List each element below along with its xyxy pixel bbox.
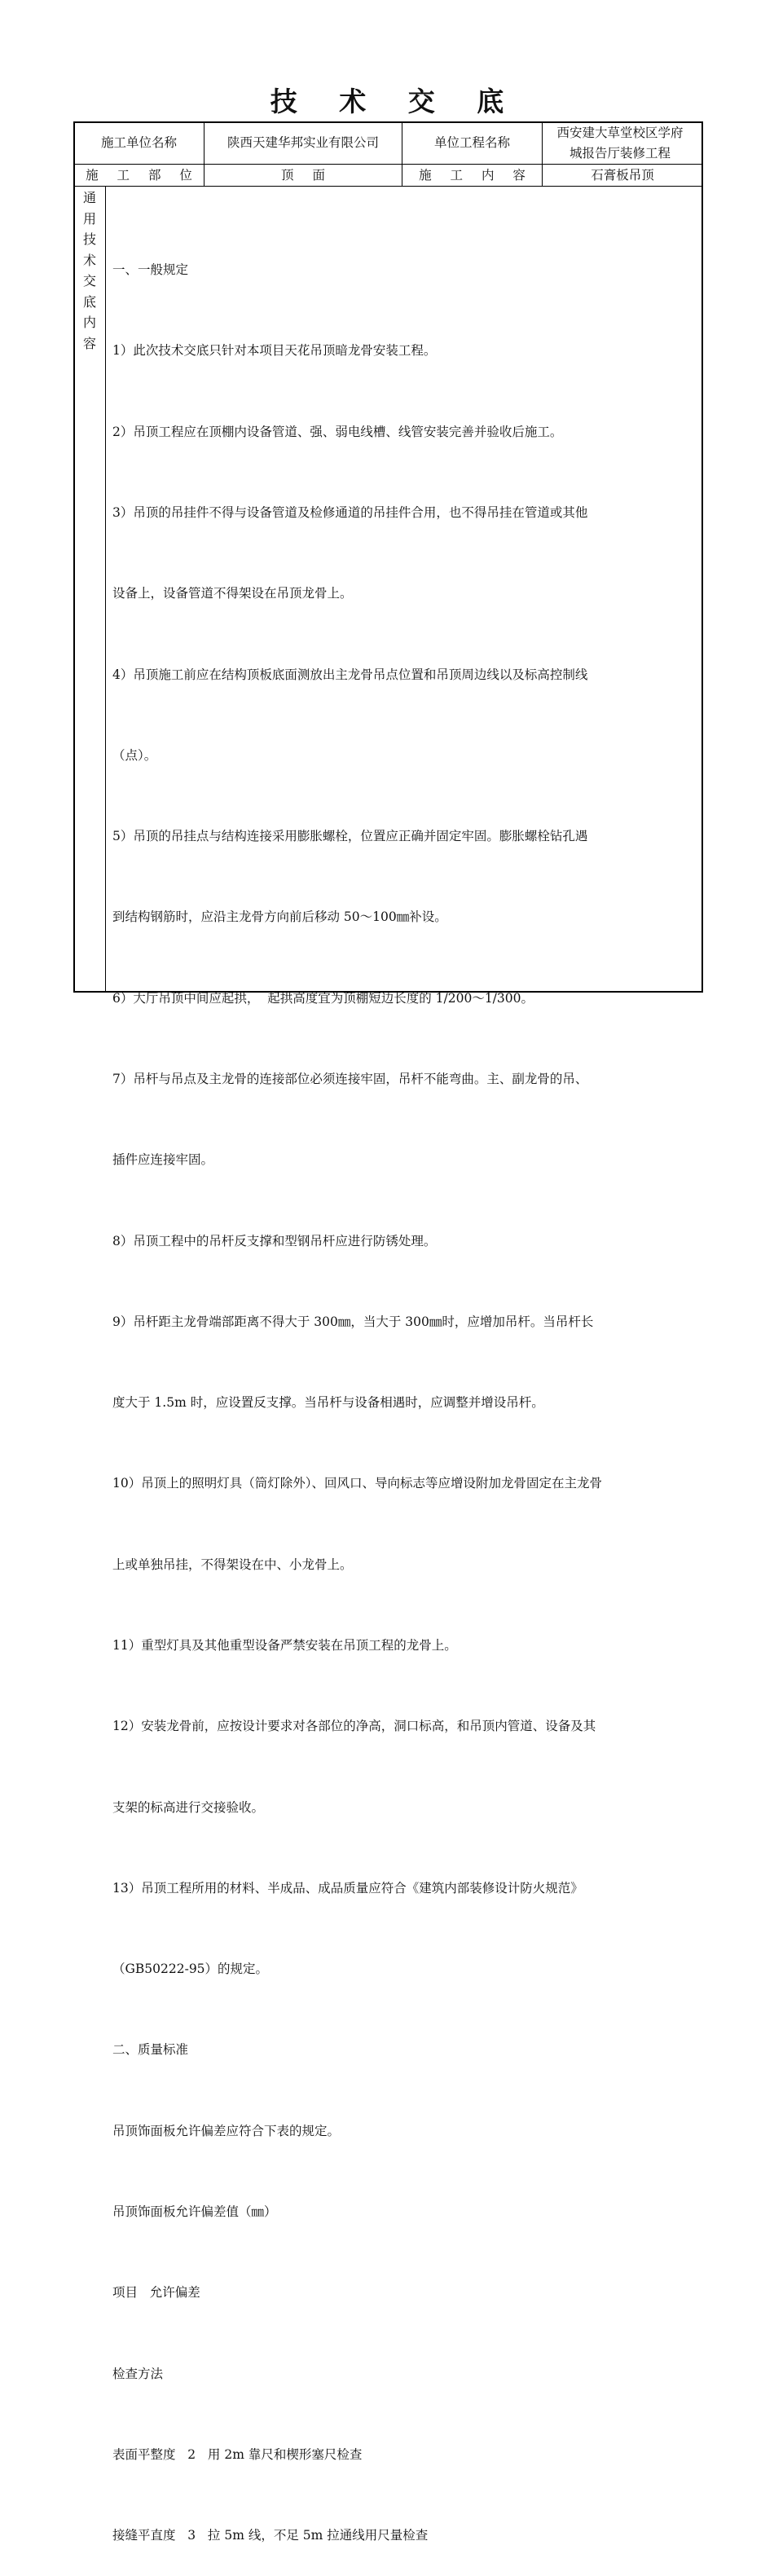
construction-content-label: 施 工 内 容 [419, 167, 533, 183]
content-line: 表面平整度 2 用 2m 靠尺和楔形塞尺检查 [112, 2446, 363, 2462]
content-line: 10）吊顶上的照明灯具（筒灯除外）、回风口、导向标志等应增设附加龙骨固定在主龙骨 [112, 1476, 602, 1491]
side-label-char: 术 [82, 252, 96, 268]
content-line: 8）吊顶工程中的吊杆反支撑和型钢吊杆应进行防锈处理。 [112, 1233, 437, 1248]
section-heading: 一、一般规定 [112, 262, 189, 278]
content-line: 度大于 1.5m 时，应设置反支撑。当吊杆与设备相遇时，应调整并增设吊杆。 [112, 1395, 544, 1411]
project-name-value: 西安建大草堂校区学府城报告厅装修工程 [556, 125, 684, 161]
content-line: （GB50222-95）的规定。 [112, 1962, 269, 1977]
content-line: 项目 允许偏差 [112, 2285, 200, 2301]
content-line: 12）安装龙骨前，应按设计要求对各部位的净高，洞口标高，和吊顶内管道、设备及其 [112, 1719, 596, 1734]
content-line: 接缝平直度 3 拉 5m 线，不足 5m 拉通线用尺量检查 [112, 2528, 429, 2543]
content-line: 9）吊杆距主龙骨端部距离不得大于 300㎜，当大于 300㎜时，应增加吊杆。当吊杆长 [112, 1314, 594, 1329]
side-label-char: 容 [82, 335, 96, 351]
unit-name-label: 施工单位名称 [100, 135, 177, 150]
content-line: 吊顶饰面板允许偏差值（㎜） [112, 2204, 277, 2219]
document-title: 技 术 交 底 [270, 86, 521, 117]
project-name-label: 单位工程名称 [433, 135, 510, 150]
content-line: 插件应连接牢固。 [112, 1152, 214, 1168]
content-line: 吊顶饰面板允许偏差应符合下表的规定。 [112, 2123, 341, 2138]
construction-content-value: 石膏板吊顶 [591, 167, 654, 183]
content-line: 4）吊顶施工前应在结构顶板底面测放出主龙骨吊点位置和吊顶周边线以及标高控制线 [112, 667, 588, 682]
content-line: 13）吊顶工程所用的材料、半成品、成品质量应符合《建筑内部装修设计防火规范》 [112, 1880, 583, 1896]
side-label-char: 内 [82, 315, 96, 330]
side-label-char: 底 [82, 293, 96, 310]
content-line: 到结构钢筋时，应沿主龙骨方向前后移动 50～100㎜补设。 [112, 909, 447, 925]
content-line: 设备上，设备管道不得架设在吊顶龙骨上。 [112, 586, 353, 601]
side-label-char: 技 [82, 231, 96, 247]
construction-part-value: 顶 面 [281, 167, 332, 183]
content-line: 支架的标高进行交接验收。 [112, 1799, 265, 1815]
column-divider [105, 186, 106, 992]
side-label [74, 187, 105, 354]
section-heading: 二、质量标准 [112, 2042, 189, 2058]
side-label-char: 交 [82, 273, 96, 288]
construction-part-label: 施 工 部 位 [86, 167, 200, 183]
content-line: （点）。 [112, 747, 157, 763]
disclosure-content [112, 203, 675, 2576]
content-line: 3）吊顶的吊挂件不得与设备管道及检修通道的吊挂件合用，也不得吊挂在管道或其他 [112, 505, 588, 521]
unit-name-value: 陕西天建华邦实业有限公司 [226, 135, 379, 150]
content-line: 7）吊杆与吊点及主龙骨的连接部位必须连接牢固，吊杆不能弯曲。主、副龙骨的吊、 [112, 1072, 588, 1086]
content-line: 1）此次技术交底只针对本项目天花吊顶暗龙骨安装工程。 [112, 343, 437, 359]
content-line: 5）吊顶的吊挂点与结构连接采用膨胀螺栓，位置应正确并固定牢固。膨胀螺栓钻孔遇 [112, 829, 588, 844]
side-label-char: 通 [82, 190, 96, 205]
content-line: 6）大厅吊顶中间应起拱， 起拱高度宜为顶棚短边长度的 1/200～1/300。 [112, 990, 534, 1006]
content-line: 11）重型灯具及其他重型设备严禁安装在吊顶工程的龙骨上。 [112, 1637, 457, 1653]
content-line: 上或单独吊挂，不得架设在中、小龙骨上。 [112, 1557, 353, 1572]
row-divider [74, 186, 702, 187]
content-line: 检查方法 [112, 2366, 164, 2381]
side-label-char: 用 [82, 210, 96, 227]
content-line: 2）吊顶工程应在顶棚内设备管道、强、弱电线槽、线管安装完善并验收后施工。 [112, 424, 563, 439]
